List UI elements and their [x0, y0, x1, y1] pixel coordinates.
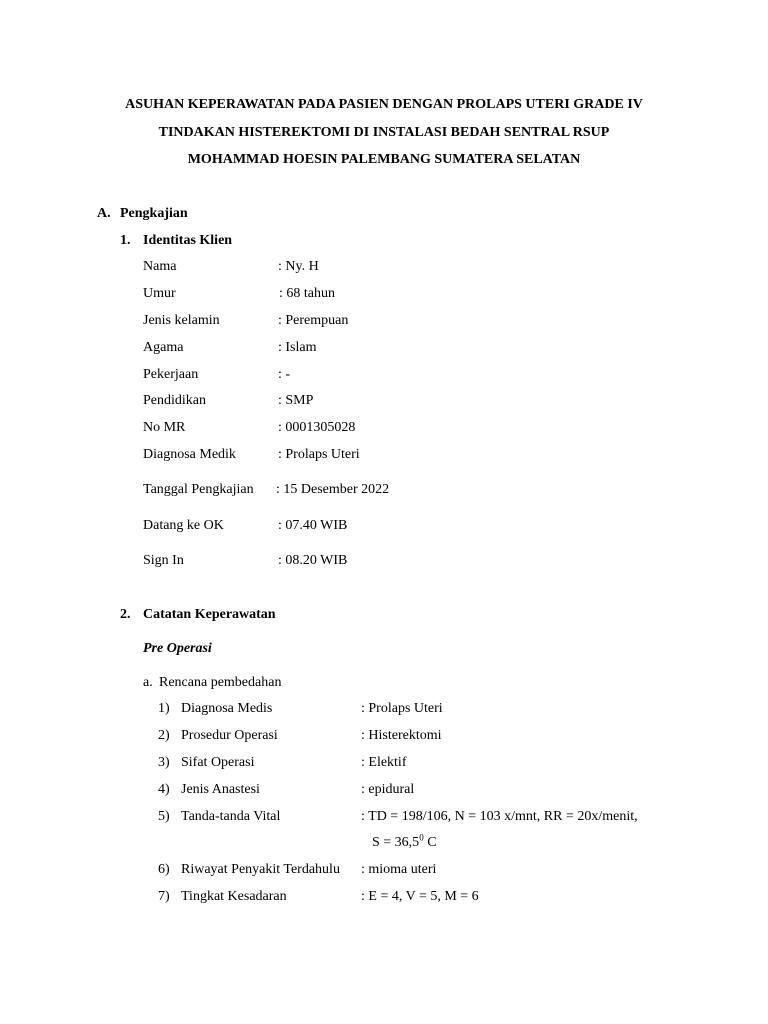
identitas-value-pekerjaan: : - — [278, 367, 291, 382]
item-label-riwayat-penyakit: Riwayat Penyakit Terdahulu — [181, 862, 340, 877]
item-label-tanda-tanda-vital: Tanda-tanda Vital — [181, 809, 281, 824]
identitas-label-datang-ke-ok: Datang ke OK — [143, 518, 224, 533]
item-value-prosedur-operasi: : Histerektomi — [361, 728, 442, 743]
item-label-tingkat-kesadaran: Tingkat Kesadaran — [181, 889, 287, 904]
item-value-jenis-anastesi: : epidural — [361, 782, 415, 797]
identitas-value-pendidikan: : SMP — [278, 393, 314, 408]
identitas-value-sign-in: : 08.20 WIB — [278, 553, 348, 568]
item-number-7: 7) — [158, 889, 170, 904]
item-number-5: 5) — [158, 809, 170, 824]
suhu-unit: C — [423, 835, 437, 850]
item-value-tingkat-kesadaran: : E = 4, V = 5, M = 6 — [361, 889, 479, 904]
subsection-a-label: Rencana pembedahan — [159, 675, 282, 690]
document-title-line-1: ASUHAN KEPERAWATAN PADA PASIEN DENGAN PROLAPS UTERI GRADE IV — [125, 97, 643, 112]
identitas-label-umur: Umur — [143, 286, 176, 301]
item-number-4: 4) — [158, 782, 170, 797]
identitas-label-sign-in: Sign In — [143, 553, 184, 568]
identitas-value-umur: : 68 tahun — [279, 286, 335, 301]
item-value-sifat-operasi: : Elektif — [361, 755, 407, 770]
identitas-label-tanggal-pengkajian: Tanggal Pengkajian — [143, 482, 254, 497]
item-label-prosedur-operasi: Prosedur Operasi — [181, 728, 278, 743]
document-title-line-2: TINDAKAN HISTEREKTOMI DI INSTALASI BEDAH SENTRAL RSUP — [158, 125, 610, 140]
pre-operasi-heading: Pre Operasi — [143, 641, 212, 656]
item-value-suhu — [372, 832, 437, 851]
item-number-6: 6) — [158, 862, 170, 877]
item-number-2: 2) — [158, 728, 170, 743]
section-a-heading: Pengkajian — [120, 206, 188, 221]
identitas-value-tanggal-pengkajian: : 15 Desember 2022 — [276, 482, 390, 497]
suhu-degree: 0 — [419, 832, 424, 843]
identitas-value-diagnosa-medik: : Prolaps Uteri — [278, 447, 360, 462]
item-value-riwayat-penyakit: : mioma uteri — [361, 862, 437, 877]
catatan-heading: Catatan Keperawatan — [143, 607, 276, 622]
item-label-diagnosa-medis: Diagnosa Medis — [181, 701, 273, 716]
item-number-3: 3) — [158, 755, 170, 770]
identitas-label-nama: Nama — [143, 259, 177, 274]
identitas-heading: Identitas Klien — [143, 233, 233, 248]
identitas-value-agama: : Islam — [278, 340, 317, 355]
subsection-a-marker: a. — [143, 675, 153, 690]
item-value-tanda-tanda-vital: : TD = 198/106, N = 103 x/mnt, RR = 20x/menit, — [361, 809, 638, 824]
identitas-value-jenis-kelamin: : Perempuan — [278, 313, 349, 328]
identitas-value-datang-ke-ok: : 07.40 WIB — [278, 518, 348, 533]
identitas-value-no-mr: : 0001305028 — [278, 420, 356, 435]
item-number-1: 1) — [158, 701, 170, 716]
identitas-value-nama: : Ny. H — [278, 259, 319, 274]
identitas-label-pekerjaan: Pekerjaan — [143, 367, 199, 382]
identitas-marker: 1. — [120, 233, 131, 248]
document-title-line-3: MOHAMMAD HOESIN PALEMBANG SUMATERA SELATAN — [187, 152, 581, 167]
identitas-label-no-mr: No MR — [143, 420, 186, 435]
catatan-marker: 2. — [120, 607, 131, 622]
identitas-label-agama: Agama — [143, 340, 184, 355]
identitas-label-jenis-kelamin: Jenis kelamin — [143, 313, 220, 328]
item-label-jenis-anastesi: Jenis Anastesi — [181, 782, 260, 797]
item-value-diagnosa-medis: : Prolaps Uteri — [361, 701, 443, 716]
identitas-label-pendidikan: Pendidikan — [143, 393, 206, 408]
section-a-marker: A. — [97, 206, 111, 221]
item-label-sifat-operasi: Sifat Operasi — [181, 755, 255, 770]
identitas-label-diagnosa-medik: Diagnosa Medik — [143, 447, 236, 462]
suhu-value: S = 36,5 — [372, 835, 420, 850]
